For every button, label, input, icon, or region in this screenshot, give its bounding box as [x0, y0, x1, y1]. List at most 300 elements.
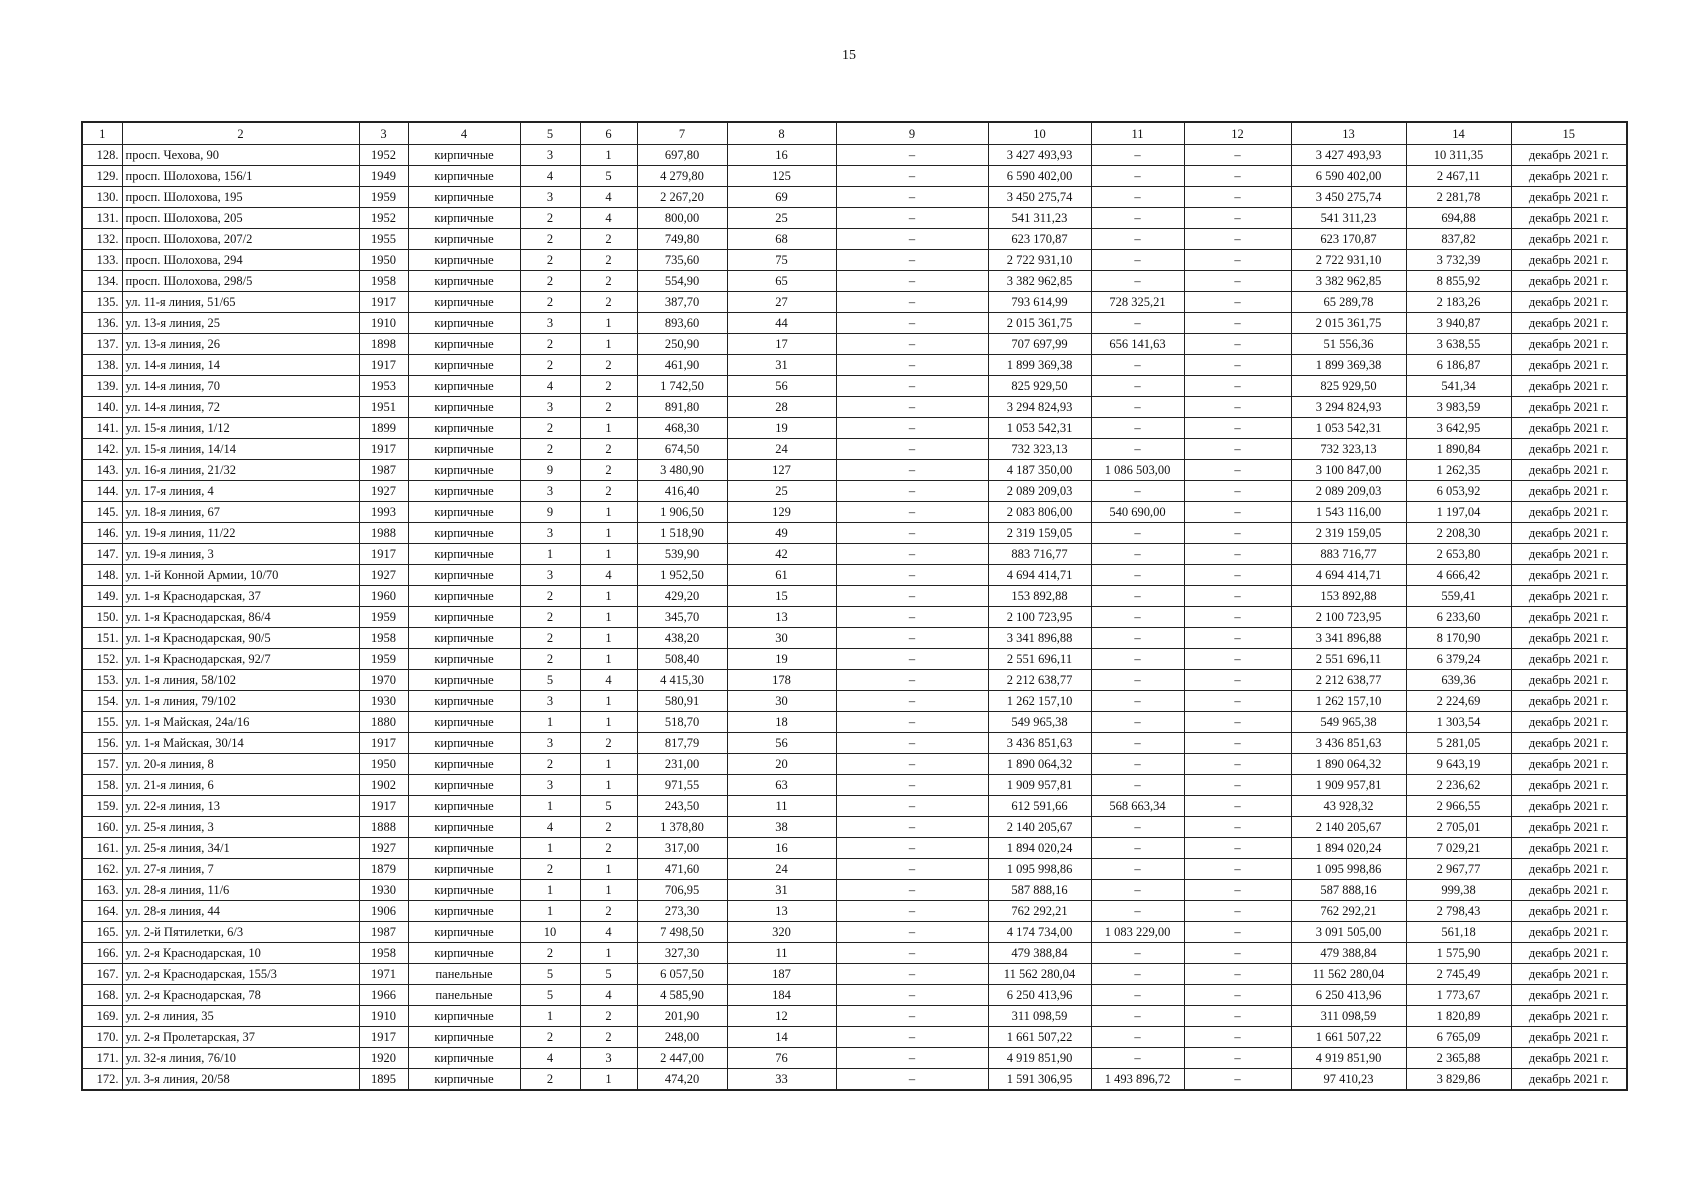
cell-row-number: 160. — [82, 817, 122, 838]
cell-col-11-value: 728 325,21 — [1091, 292, 1184, 313]
table-row — [82, 1048, 1627, 1069]
cell-col-9-value: – — [836, 628, 988, 649]
cell-entrances: 1 — [580, 1069, 637, 1091]
cell-total-cost: 4 919 851,90 — [988, 1048, 1091, 1069]
cell-completion-date: декабрь 2021 г. — [1511, 565, 1627, 586]
cell-col-11-value: – — [1091, 481, 1184, 502]
cell-total-area: 580,91 — [637, 691, 727, 712]
cell-col-11-value: – — [1091, 817, 1184, 838]
cell-floors: 4 — [520, 376, 580, 397]
cell-address: ул. 28-я линия, 11/6 — [122, 880, 359, 901]
cell-cost-per-sqm: 2 467,11 — [1406, 166, 1511, 187]
cell-col-12-value: – — [1184, 628, 1291, 649]
cell-row-number: 158. — [82, 775, 122, 796]
column-header-1: 1 — [82, 122, 122, 145]
cell-entrances: 2 — [580, 376, 637, 397]
cell-row-number: 151. — [82, 628, 122, 649]
cell-row-number: 143. — [82, 460, 122, 481]
cell-col-11-value: – — [1091, 1027, 1184, 1048]
cell-floors: 1 — [520, 544, 580, 565]
cell-col-12-value: – — [1184, 922, 1291, 943]
cell-residents: 42 — [727, 544, 836, 565]
cell-floors: 2 — [520, 208, 580, 229]
cell-total-area: 2 447,00 — [637, 1048, 727, 1069]
cell-col-12-value: – — [1184, 397, 1291, 418]
cell-year-built: 1966 — [359, 985, 408, 1006]
cell-col-12-value: – — [1184, 355, 1291, 376]
cell-year-built: 1930 — [359, 691, 408, 712]
cell-col-9-value: – — [836, 901, 988, 922]
cell-row-number: 171. — [82, 1048, 122, 1069]
cell-completion-date: декабрь 2021 г. — [1511, 523, 1627, 544]
cell-total-cost: 4 694 414,71 — [988, 565, 1091, 586]
cell-floors: 3 — [520, 313, 580, 334]
cell-completion-date: декабрь 2021 г. — [1511, 229, 1627, 250]
cell-col-9-value: – — [836, 397, 988, 418]
cell-entrances: 5 — [580, 796, 637, 817]
cell-total-cost: 6 250 413,96 — [988, 985, 1091, 1006]
cell-col-12-value: – — [1184, 901, 1291, 922]
cell-total-cost: 2 015 361,75 — [988, 313, 1091, 334]
cell-address: ул. 1-я линия, 58/102 — [122, 670, 359, 691]
cell-residents: 63 — [727, 775, 836, 796]
cell-address: ул. 11-я линия, 51/65 — [122, 292, 359, 313]
cell-floors: 2 — [520, 439, 580, 460]
cell-floors: 2 — [520, 754, 580, 775]
cell-address: ул. 17-я линия, 4 — [122, 481, 359, 502]
housing-registry-table — [81, 121, 1628, 1091]
cell-total-area: 471,60 — [637, 859, 727, 880]
cell-year-built: 1993 — [359, 502, 408, 523]
cell-col-9-value: – — [836, 292, 988, 313]
cell-col-12-value: – — [1184, 187, 1291, 208]
cell-total-area: 243,50 — [637, 796, 727, 817]
cell-entrances: 2 — [580, 1006, 637, 1027]
cell-completion-date: декабрь 2021 г. — [1511, 943, 1627, 964]
cell-row-number: 139. — [82, 376, 122, 397]
cell-residents: 18 — [727, 712, 836, 733]
cell-col-9-value: – — [836, 187, 988, 208]
table-row — [82, 229, 1627, 250]
cell-year-built: 1950 — [359, 754, 408, 775]
cell-cost-per-sqm: 2 281,78 — [1406, 187, 1511, 208]
cell-col-11-value: – — [1091, 586, 1184, 607]
cell-completion-date: декабрь 2021 г. — [1511, 880, 1627, 901]
cell-residents: 31 — [727, 880, 836, 901]
cell-col-11-value: – — [1091, 1006, 1184, 1027]
table-row — [82, 775, 1627, 796]
cell-col-9-value: – — [836, 796, 988, 817]
cell-completion-date: декабрь 2021 г. — [1511, 775, 1627, 796]
cell-wall-material: кирпичные — [408, 334, 520, 355]
table-row — [82, 439, 1627, 460]
cell-completion-date: декабрь 2021 г. — [1511, 586, 1627, 607]
column-header-4: 4 — [408, 122, 520, 145]
cell-year-built: 1958 — [359, 943, 408, 964]
cell-cost-per-sqm: 2 183,26 — [1406, 292, 1511, 313]
cell-wall-material: кирпичные — [408, 1048, 520, 1069]
cell-entrances: 1 — [580, 586, 637, 607]
cell-address: ул. 14-я линия, 14 — [122, 355, 359, 376]
cell-address: ул. 22-я линия, 13 — [122, 796, 359, 817]
cell-entrances: 5 — [580, 166, 637, 187]
cell-completion-date: декабрь 2021 г. — [1511, 460, 1627, 481]
cell-cost-per-sqm: 2 745,49 — [1406, 964, 1511, 985]
cell-col-9-value: – — [836, 418, 988, 439]
table-row — [82, 964, 1627, 985]
cell-col-12-value: – — [1184, 670, 1291, 691]
cell-cost-per-sqm: 3 983,59 — [1406, 397, 1511, 418]
cell-row-number: 145. — [82, 502, 122, 523]
column-header-7: 7 — [637, 122, 727, 145]
cell-total-cost: 612 591,66 — [988, 796, 1091, 817]
cell-col-9-value: – — [836, 817, 988, 838]
cell-wall-material: кирпичные — [408, 460, 520, 481]
cell-cost-per-sqm: 2 224,69 — [1406, 691, 1511, 712]
cell-floors: 9 — [520, 502, 580, 523]
table-row — [82, 397, 1627, 418]
cell-col-12-value: – — [1184, 754, 1291, 775]
cell-col-12-value: – — [1184, 586, 1291, 607]
cell-wall-material: кирпичные — [408, 796, 520, 817]
cell-cost-per-sqm: 1 890,84 — [1406, 439, 1511, 460]
cell-year-built: 1949 — [359, 166, 408, 187]
cell-cost-per-sqm: 6 765,09 — [1406, 1027, 1511, 1048]
cell-col-9-value: – — [836, 607, 988, 628]
cell-entrances: 1 — [580, 712, 637, 733]
cell-cost-per-sqm: 2 967,77 — [1406, 859, 1511, 880]
cell-col-9-value: – — [836, 943, 988, 964]
table-row — [82, 859, 1627, 880]
cell-entrances: 1 — [580, 544, 637, 565]
cell-entrances: 2 — [580, 481, 637, 502]
table-row — [82, 376, 1627, 397]
cell-col-12-value: – — [1184, 796, 1291, 817]
cell-col-11-value: – — [1091, 712, 1184, 733]
cell-entrances: 2 — [580, 229, 637, 250]
cell-total-area: 327,30 — [637, 943, 727, 964]
table-row — [82, 838, 1627, 859]
cell-col-13-value: 1 053 542,31 — [1291, 418, 1406, 439]
cell-col-9-value: – — [836, 229, 988, 250]
cell-residents: 25 — [727, 208, 836, 229]
cell-entrances: 4 — [580, 985, 637, 1006]
table-row — [82, 922, 1627, 943]
cell-col-12-value: – — [1184, 1069, 1291, 1091]
cell-completion-date: декабрь 2021 г. — [1511, 985, 1627, 1006]
cell-wall-material: кирпичные — [408, 733, 520, 754]
cell-address: ул. 2-я Пролетарская, 37 — [122, 1027, 359, 1048]
cell-floors: 2 — [520, 607, 580, 628]
cell-row-number: 157. — [82, 754, 122, 775]
cell-wall-material: кирпичные — [408, 607, 520, 628]
cell-residents: 69 — [727, 187, 836, 208]
cell-year-built: 1958 — [359, 628, 408, 649]
cell-cost-per-sqm: 1 262,35 — [1406, 460, 1511, 481]
cell-col-9-value: – — [836, 859, 988, 880]
cell-col-9-value: – — [836, 145, 988, 166]
cell-entrances: 2 — [580, 271, 637, 292]
cell-entrances: 3 — [580, 1048, 637, 1069]
cell-address: ул. 2-я линия, 35 — [122, 1006, 359, 1027]
cell-cost-per-sqm: 1 197,04 — [1406, 502, 1511, 523]
cell-completion-date: декабрь 2021 г. — [1511, 376, 1627, 397]
cell-row-number: 150. — [82, 607, 122, 628]
cell-col-11-value: 1 493 896,72 — [1091, 1069, 1184, 1091]
cell-completion-date: декабрь 2021 г. — [1511, 397, 1627, 418]
cell-col-9-value: – — [836, 439, 988, 460]
cell-cost-per-sqm: 3 732,39 — [1406, 250, 1511, 271]
cell-residents: 30 — [727, 691, 836, 712]
cell-total-area: 1 952,50 — [637, 565, 727, 586]
cell-total-area: 1 518,90 — [637, 523, 727, 544]
cell-col-13-value: 3 294 824,93 — [1291, 397, 1406, 418]
cell-residents: 17 — [727, 334, 836, 355]
cell-col-11-value: – — [1091, 355, 1184, 376]
cell-residents: 320 — [727, 922, 836, 943]
cell-residents: 127 — [727, 460, 836, 481]
cell-cost-per-sqm: 3 940,87 — [1406, 313, 1511, 334]
cell-col-9-value: – — [836, 166, 988, 187]
cell-row-number: 132. — [82, 229, 122, 250]
cell-total-cost: 3 341 896,88 — [988, 628, 1091, 649]
cell-year-built: 1927 — [359, 481, 408, 502]
table-row — [82, 313, 1627, 334]
cell-total-cost: 311 098,59 — [988, 1006, 1091, 1027]
cell-total-cost: 793 614,99 — [988, 292, 1091, 313]
cell-floors: 3 — [520, 733, 580, 754]
cell-address: просп. Шолохова, 298/5 — [122, 271, 359, 292]
table-row — [82, 166, 1627, 187]
cell-col-11-value: – — [1091, 1048, 1184, 1069]
cell-cost-per-sqm: 2 705,01 — [1406, 817, 1511, 838]
cell-completion-date: декабрь 2021 г. — [1511, 607, 1627, 628]
cell-col-13-value: 3 091 505,00 — [1291, 922, 1406, 943]
cell-completion-date: декабрь 2021 г. — [1511, 250, 1627, 271]
cell-wall-material: кирпичные — [408, 943, 520, 964]
table-row — [82, 649, 1627, 670]
cell-completion-date: декабрь 2021 г. — [1511, 922, 1627, 943]
cell-col-12-value: – — [1184, 250, 1291, 271]
table-row — [82, 355, 1627, 376]
cell-address: просп. Чехова, 90 — [122, 145, 359, 166]
cell-address: ул. 1-я Краснодарская, 90/5 — [122, 628, 359, 649]
cell-residents: 13 — [727, 901, 836, 922]
cell-entrances: 4 — [580, 187, 637, 208]
cell-total-cost: 2 319 159,05 — [988, 523, 1091, 544]
cell-col-11-value: – — [1091, 985, 1184, 1006]
cell-year-built: 1971 — [359, 964, 408, 985]
cell-col-9-value: – — [836, 838, 988, 859]
table-header — [82, 122, 1627, 145]
cell-entrances: 2 — [580, 397, 637, 418]
cell-total-area: 817,79 — [637, 733, 727, 754]
cell-total-area: 468,30 — [637, 418, 727, 439]
cell-completion-date: декабрь 2021 г. — [1511, 145, 1627, 166]
cell-col-11-value: – — [1091, 313, 1184, 334]
cell-residents: 76 — [727, 1048, 836, 1069]
cell-total-cost: 2 140 205,67 — [988, 817, 1091, 838]
cell-floors: 2 — [520, 292, 580, 313]
cell-wall-material: кирпичные — [408, 250, 520, 271]
cell-completion-date: декабрь 2021 г. — [1511, 712, 1627, 733]
cell-address: ул. 2-й Пятилетки, 6/3 — [122, 922, 359, 943]
cell-row-number: 159. — [82, 796, 122, 817]
cell-wall-material: кирпичные — [408, 775, 520, 796]
cell-row-number: 156. — [82, 733, 122, 754]
cell-floors: 3 — [520, 523, 580, 544]
cell-cost-per-sqm: 6 379,24 — [1406, 649, 1511, 670]
cell-entrances: 2 — [580, 439, 637, 460]
cell-col-9-value: – — [836, 250, 988, 271]
cell-residents: 12 — [727, 1006, 836, 1027]
cell-total-area: 231,00 — [637, 754, 727, 775]
cell-address: ул. 13-я линия, 25 — [122, 313, 359, 334]
cell-col-9-value: – — [836, 376, 988, 397]
cell-floors: 1 — [520, 1006, 580, 1027]
cell-col-9-value: – — [836, 922, 988, 943]
cell-cost-per-sqm: 561,18 — [1406, 922, 1511, 943]
cell-residents: 125 — [727, 166, 836, 187]
cell-total-cost: 2 089 209,03 — [988, 481, 1091, 502]
cell-entrances: 4 — [580, 208, 637, 229]
cell-col-9-value: – — [836, 355, 988, 376]
cell-residents: 184 — [727, 985, 836, 1006]
cell-residents: 25 — [727, 481, 836, 502]
cell-address: ул. 21-я линия, 6 — [122, 775, 359, 796]
cell-floors: 3 — [520, 187, 580, 208]
cell-col-9-value: – — [836, 649, 988, 670]
cell-address: ул. 2-я Краснодарская, 78 — [122, 985, 359, 1006]
cell-total-area: 416,40 — [637, 481, 727, 502]
cell-col-11-value: – — [1091, 649, 1184, 670]
cell-row-number: 165. — [82, 922, 122, 943]
cell-col-13-value: 1 543 116,00 — [1291, 502, 1406, 523]
cell-wall-material: кирпичные — [408, 586, 520, 607]
cell-address: ул. 14-я линия, 70 — [122, 376, 359, 397]
cell-completion-date: декабрь 2021 г. — [1511, 166, 1627, 187]
cell-entrances: 1 — [580, 334, 637, 355]
cell-total-area: 539,90 — [637, 544, 727, 565]
cell-total-cost: 1 591 306,95 — [988, 1069, 1091, 1091]
column-header-9: 9 — [836, 122, 988, 145]
cell-col-9-value: – — [836, 313, 988, 334]
cell-col-12-value: – — [1184, 523, 1291, 544]
cell-cost-per-sqm: 2 208,30 — [1406, 523, 1511, 544]
cell-wall-material: кирпичные — [408, 565, 520, 586]
cell-completion-date: декабрь 2021 г. — [1511, 754, 1627, 775]
cell-col-11-value: – — [1091, 271, 1184, 292]
cell-col-12-value: – — [1184, 880, 1291, 901]
cell-floors: 9 — [520, 460, 580, 481]
cell-col-13-value: 2 100 723,95 — [1291, 607, 1406, 628]
cell-row-number: 133. — [82, 250, 122, 271]
cell-address: ул. 15-я линия, 14/14 — [122, 439, 359, 460]
cell-address: ул. 19-я линия, 11/22 — [122, 523, 359, 544]
page-number: 15 — [842, 48, 856, 63]
cell-col-11-value: – — [1091, 628, 1184, 649]
table-row — [82, 628, 1627, 649]
cell-total-cost: 11 562 280,04 — [988, 964, 1091, 985]
cell-row-number: 162. — [82, 859, 122, 880]
cell-completion-date: декабрь 2021 г. — [1511, 502, 1627, 523]
cell-total-area: 461,90 — [637, 355, 727, 376]
cell-residents: 14 — [727, 1027, 836, 1048]
cell-total-area: 1 742,50 — [637, 376, 727, 397]
cell-residents: 38 — [727, 817, 836, 838]
cell-residents: 129 — [727, 502, 836, 523]
cell-wall-material: кирпичные — [408, 859, 520, 880]
cell-floors: 2 — [520, 649, 580, 670]
cell-total-cost: 3 427 493,93 — [988, 145, 1091, 166]
cell-col-13-value: 1 661 507,22 — [1291, 1027, 1406, 1048]
cell-row-number: 153. — [82, 670, 122, 691]
cell-completion-date: декабрь 2021 г. — [1511, 334, 1627, 355]
cell-year-built: 1927 — [359, 565, 408, 586]
cell-address: ул. 19-я линия, 3 — [122, 544, 359, 565]
cell-completion-date: декабрь 2021 г. — [1511, 187, 1627, 208]
cell-cost-per-sqm: 9 643,19 — [1406, 754, 1511, 775]
cell-address: ул. 1-я Краснодарская, 37 — [122, 586, 359, 607]
cell-entrances: 4 — [580, 670, 637, 691]
cell-cost-per-sqm: 2 653,80 — [1406, 544, 1511, 565]
cell-col-11-value: 1 086 503,00 — [1091, 460, 1184, 481]
table-row — [82, 586, 1627, 607]
cell-row-number: 164. — [82, 901, 122, 922]
cell-residents: 30 — [727, 628, 836, 649]
cell-col-11-value: 568 663,34 — [1091, 796, 1184, 817]
cell-total-area: 554,90 — [637, 271, 727, 292]
cell-completion-date: декабрь 2021 г. — [1511, 439, 1627, 460]
column-header-14: 14 — [1406, 122, 1511, 145]
cell-completion-date: декабрь 2021 г. — [1511, 691, 1627, 712]
cell-row-number: 163. — [82, 880, 122, 901]
cell-wall-material: кирпичные — [408, 1006, 520, 1027]
cell-col-13-value: 3 382 962,85 — [1291, 271, 1406, 292]
cell-address: ул. 25-я линия, 34/1 — [122, 838, 359, 859]
cell-col-12-value: – — [1184, 607, 1291, 628]
cell-year-built: 1959 — [359, 607, 408, 628]
cell-total-area: 474,20 — [637, 1069, 727, 1091]
cell-completion-date: декабрь 2021 г. — [1511, 418, 1627, 439]
cell-floors: 2 — [520, 586, 580, 607]
table-row — [82, 418, 1627, 439]
cell-total-cost: 762 292,21 — [988, 901, 1091, 922]
cell-col-13-value: 153 892,88 — [1291, 586, 1406, 607]
table-row — [82, 733, 1627, 754]
cell-wall-material: кирпичные — [408, 523, 520, 544]
cell-col-12-value: – — [1184, 292, 1291, 313]
table-row — [82, 985, 1627, 1006]
cell-completion-date: декабрь 2021 г. — [1511, 817, 1627, 838]
cell-total-area: 893,60 — [637, 313, 727, 334]
cell-total-cost: 3 294 824,93 — [988, 397, 1091, 418]
cell-total-area: 4 415,30 — [637, 670, 727, 691]
cell-completion-date: декабрь 2021 г. — [1511, 1069, 1627, 1091]
cell-address: ул. 2-я Краснодарская, 10 — [122, 943, 359, 964]
table-row — [82, 481, 1627, 502]
cell-col-13-value: 311 098,59 — [1291, 1006, 1406, 1027]
cell-residents: 24 — [727, 859, 836, 880]
cell-col-9-value: – — [836, 208, 988, 229]
cell-col-11-value: – — [1091, 250, 1184, 271]
cell-floors: 2 — [520, 229, 580, 250]
cell-floors: 5 — [520, 985, 580, 1006]
cell-total-area: 6 057,50 — [637, 964, 727, 985]
cell-cost-per-sqm: 1 773,67 — [1406, 985, 1511, 1006]
table-row — [82, 208, 1627, 229]
cell-col-9-value: – — [836, 964, 988, 985]
